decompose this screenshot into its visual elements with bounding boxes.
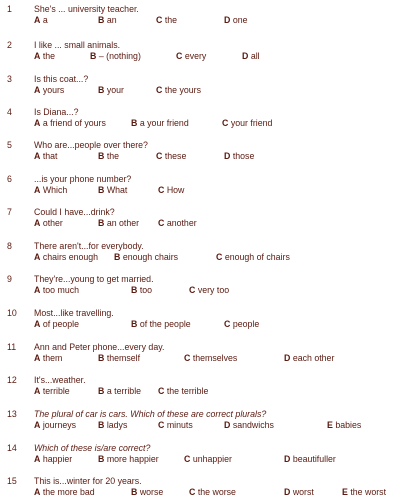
option-letter: C: [184, 353, 191, 363]
option-letter: D: [224, 420, 231, 430]
question-number: 12: [7, 375, 17, 385]
option-letter: B: [98, 420, 105, 430]
option-text: the: [106, 151, 120, 161]
option-text: babies: [335, 420, 362, 430]
option-letter: A: [34, 353, 41, 363]
option-letter: C: [189, 285, 196, 295]
option-text: these: [164, 151, 187, 161]
option-text: more happier: [106, 454, 159, 464]
option-letter: A: [34, 454, 41, 464]
option-letter: B: [131, 319, 138, 329]
option-text: an: [106, 15, 117, 25]
option-b[interactable]: [98, 185, 127, 196]
option-letter: D: [224, 151, 231, 161]
option-text: journeys: [42, 420, 77, 430]
option-b[interactable]: [98, 353, 140, 364]
option-letter: A: [34, 118, 41, 128]
option-text: another: [166, 218, 197, 228]
option-letter: A: [34, 420, 41, 430]
option-a[interactable]: [34, 85, 64, 96]
option-b[interactable]: [90, 51, 141, 62]
option-text: of the people: [139, 319, 191, 329]
option-text: the worse: [197, 487, 236, 497]
question-14: [0, 443, 404, 469]
question-prompt: Ann and Peter phone...every day.: [34, 342, 165, 352]
option-d[interactable]: [284, 487, 314, 498]
option-text: worst: [292, 487, 314, 497]
option-letter: B: [131, 118, 138, 128]
question-prompt: Is Diana...?: [34, 107, 79, 117]
option-text: sandwichs: [232, 420, 274, 430]
option-letter: A: [34, 151, 41, 161]
question-11: [0, 342, 404, 368]
option-b[interactable]: [98, 151, 119, 162]
option-b[interactable]: [98, 420, 127, 431]
option-text: a your friend: [139, 118, 189, 128]
option-text: worse: [139, 487, 164, 497]
option-b[interactable]: [98, 218, 139, 229]
option-letter: A: [34, 15, 41, 25]
option-text: the worst: [350, 487, 387, 497]
option-text: happier: [42, 454, 73, 464]
question-6: [0, 174, 404, 200]
option-text: the yours: [164, 85, 201, 95]
option-text: too: [139, 285, 153, 295]
option-c[interactable]: [156, 15, 177, 26]
question-prompt: Could I have...drink?: [34, 207, 115, 217]
answer-options: [34, 386, 404, 398]
option-c[interactable]: [222, 118, 272, 129]
question-1: [0, 4, 404, 30]
option-letter: A: [34, 386, 41, 396]
option-b[interactable]: [98, 85, 124, 96]
question-15: [0, 476, 404, 502]
option-a[interactable]: [34, 319, 79, 330]
option-a[interactable]: [34, 386, 70, 397]
option-letter: B: [98, 454, 105, 464]
option-letter: C: [158, 420, 165, 430]
question-number: 14: [7, 443, 17, 453]
option-letter: C: [189, 487, 196, 497]
option-text: How: [166, 185, 185, 195]
question-number: 4: [7, 107, 12, 117]
answer-options: [34, 353, 404, 365]
option-c[interactable]: [184, 454, 232, 465]
option-e[interactable]: [327, 420, 361, 431]
question-number: 9: [7, 274, 12, 284]
option-b[interactable]: [98, 15, 117, 26]
answer-options: [34, 487, 404, 499]
option-text: your: [106, 85, 124, 95]
option-text: What: [106, 185, 128, 195]
question-prompt: The plural of car is cars. Which of these are correct plurals?: [34, 409, 267, 419]
option-e[interactable]: [342, 487, 386, 498]
option-text: beautifuller: [292, 454, 336, 464]
option-d[interactable]: [284, 353, 334, 364]
option-c[interactable]: [224, 319, 259, 330]
option-a[interactable]: [34, 51, 55, 62]
question-2: [0, 40, 404, 66]
question-number: 15: [7, 476, 17, 486]
option-c[interactable]: [176, 51, 206, 62]
option-b[interactable]: [131, 319, 191, 330]
answer-options: [34, 319, 404, 331]
option-d[interactable]: [242, 51, 260, 62]
question-number: 8: [7, 241, 12, 251]
option-text: of people: [42, 319, 80, 329]
option-text: enough chairs: [122, 252, 179, 262]
option-text: a friend of yours: [42, 118, 106, 128]
option-text: too much: [42, 285, 79, 295]
option-text: a terrible: [106, 386, 142, 396]
option-letter: B: [98, 15, 105, 25]
option-b[interactable]: [98, 454, 159, 465]
option-text: every: [184, 51, 207, 61]
answer-options: [34, 285, 404, 297]
option-c[interactable]: [189, 487, 236, 498]
question-prompt: There aren't...for everybody.: [34, 241, 144, 251]
option-d[interactable]: [284, 454, 336, 465]
option-c[interactable]: [156, 85, 201, 96]
option-c[interactable]: [158, 420, 193, 431]
option-text: chairs enough: [42, 252, 99, 262]
question-number: 10: [7, 308, 17, 318]
option-text: the more bad: [42, 487, 95, 497]
option-a[interactable]: [34, 218, 63, 229]
answer-options: [34, 151, 404, 163]
option-letter: A: [34, 185, 41, 195]
option-letter: A: [34, 252, 41, 262]
option-letter: C: [156, 151, 163, 161]
option-text: people: [232, 319, 260, 329]
answer-options: [34, 51, 404, 63]
option-text: terrible: [42, 386, 70, 396]
option-letter: B: [98, 151, 105, 161]
option-b[interactable]: [98, 386, 141, 397]
option-letter: C: [184, 454, 191, 464]
option-letter: E: [327, 420, 333, 430]
option-text: the: [164, 15, 178, 25]
option-letter: B: [90, 51, 97, 61]
question-8: [0, 241, 404, 267]
option-c[interactable]: [158, 386, 208, 397]
question-number: 5: [7, 140, 12, 150]
option-letter: A: [34, 285, 41, 295]
option-text: one: [232, 15, 248, 25]
option-letter: B: [98, 386, 105, 396]
option-letter: C: [156, 15, 163, 25]
option-text: yours: [42, 85, 65, 95]
option-letter: D: [284, 454, 291, 464]
option-letter: B: [98, 353, 105, 363]
answer-options: [34, 252, 404, 264]
option-text: each other: [292, 353, 335, 363]
question-13: [0, 409, 404, 435]
answer-options: [34, 118, 404, 130]
question-12: [0, 375, 404, 401]
option-c[interactable]: [158, 185, 184, 196]
option-letter: C: [158, 185, 165, 195]
option-text: all: [250, 51, 260, 61]
question-5: [0, 140, 404, 166]
option-a[interactable]: [34, 252, 98, 263]
option-letter: B: [131, 285, 138, 295]
answer-options: [34, 420, 404, 432]
option-letter: C: [176, 51, 183, 61]
option-letter: A: [34, 218, 41, 228]
option-b[interactable]: [131, 118, 189, 129]
question-prompt: Is this coat...?: [34, 74, 89, 84]
option-text: them: [42, 353, 63, 363]
answer-options: [34, 15, 404, 27]
question-number: 7: [7, 207, 12, 217]
option-letter: C: [222, 118, 229, 128]
question-prompt: Which of these is/are correct?: [34, 443, 151, 453]
option-letter: C: [158, 218, 165, 228]
option-letter: D: [284, 353, 291, 363]
option-text: ladys: [106, 420, 128, 430]
option-text: that: [42, 151, 58, 161]
question-prompt: This is...winter for 20 years.: [34, 476, 142, 486]
option-a[interactable]: [34, 420, 76, 431]
option-text: enough of chairs: [224, 252, 290, 262]
option-letter: C: [224, 319, 231, 329]
option-a[interactable]: [34, 285, 79, 296]
question-prompt: ...is your phone number?: [34, 174, 132, 184]
option-a[interactable]: [34, 15, 48, 26]
option-letter: B: [114, 252, 121, 262]
option-letter: C: [216, 252, 223, 262]
option-text: Which: [42, 185, 68, 195]
question-9: [0, 274, 404, 300]
option-text: an other: [106, 218, 140, 228]
question-number: 1: [7, 4, 12, 14]
option-text: themselves: [192, 353, 238, 363]
option-a[interactable]: [34, 118, 106, 129]
option-letter: A: [34, 487, 41, 497]
option-d[interactable]: [224, 420, 274, 431]
question-3: [0, 74, 404, 100]
question-prompt: It's...weather.: [34, 375, 86, 385]
option-letter: A: [34, 51, 41, 61]
answer-options: [34, 85, 404, 97]
question-number: 13: [7, 409, 17, 419]
option-text: unhappier: [192, 454, 232, 464]
option-text: themself: [106, 353, 141, 363]
option-text: minuts: [166, 420, 193, 430]
option-c[interactable]: [216, 252, 290, 263]
option-text: other: [42, 218, 63, 228]
option-a[interactable]: [34, 185, 67, 196]
question-number: 3: [7, 74, 12, 84]
question-prompt: Most...like travelling.: [34, 308, 114, 318]
option-c[interactable]: [158, 218, 197, 229]
option-letter: B: [98, 85, 105, 95]
option-letter: A: [34, 85, 41, 95]
option-text: your friend: [230, 118, 273, 128]
option-a[interactable]: [34, 454, 72, 465]
option-letter: B: [98, 218, 105, 228]
option-c[interactable]: [156, 151, 186, 162]
answer-options: [34, 454, 404, 466]
option-d[interactable]: [224, 15, 248, 26]
option-text: the terrible: [166, 386, 209, 396]
option-letter: C: [158, 386, 165, 396]
option-letter: A: [34, 319, 41, 329]
option-letter: B: [98, 185, 105, 195]
option-c[interactable]: [189, 285, 229, 296]
question-prompt: She's ... university teacher.: [34, 4, 139, 14]
option-a[interactable]: [34, 353, 62, 364]
option-letter: D: [284, 487, 291, 497]
option-letter: D: [242, 51, 249, 61]
option-text: the: [42, 51, 56, 61]
question-prompt: They're...young to get married.: [34, 274, 154, 284]
answer-options: [34, 185, 404, 197]
option-b[interactable]: [114, 252, 178, 263]
question-prompt: I like ... small animals.: [34, 40, 121, 50]
question-number: 11: [7, 342, 17, 352]
question-4: [0, 107, 404, 133]
question-number: 2: [7, 40, 12, 50]
option-a[interactable]: [34, 151, 58, 162]
option-text: very too: [197, 285, 230, 295]
option-a[interactable]: [34, 487, 95, 498]
question-number: 6: [7, 174, 12, 184]
option-c[interactable]: [184, 353, 237, 364]
option-text: a: [42, 15, 48, 25]
option-letter: E: [342, 487, 348, 497]
question-prompt: Who are...people over there?: [34, 140, 148, 150]
option-b[interactable]: [131, 487, 163, 498]
answer-options: [34, 218, 404, 230]
option-text: – (nothing): [98, 51, 141, 61]
option-text: those: [232, 151, 255, 161]
question-10: [0, 308, 404, 334]
option-d[interactable]: [224, 151, 254, 162]
question-7: [0, 207, 404, 233]
option-letter: C: [156, 85, 163, 95]
option-letter: D: [224, 15, 231, 25]
option-b[interactable]: [131, 285, 152, 296]
option-letter: B: [131, 487, 138, 497]
